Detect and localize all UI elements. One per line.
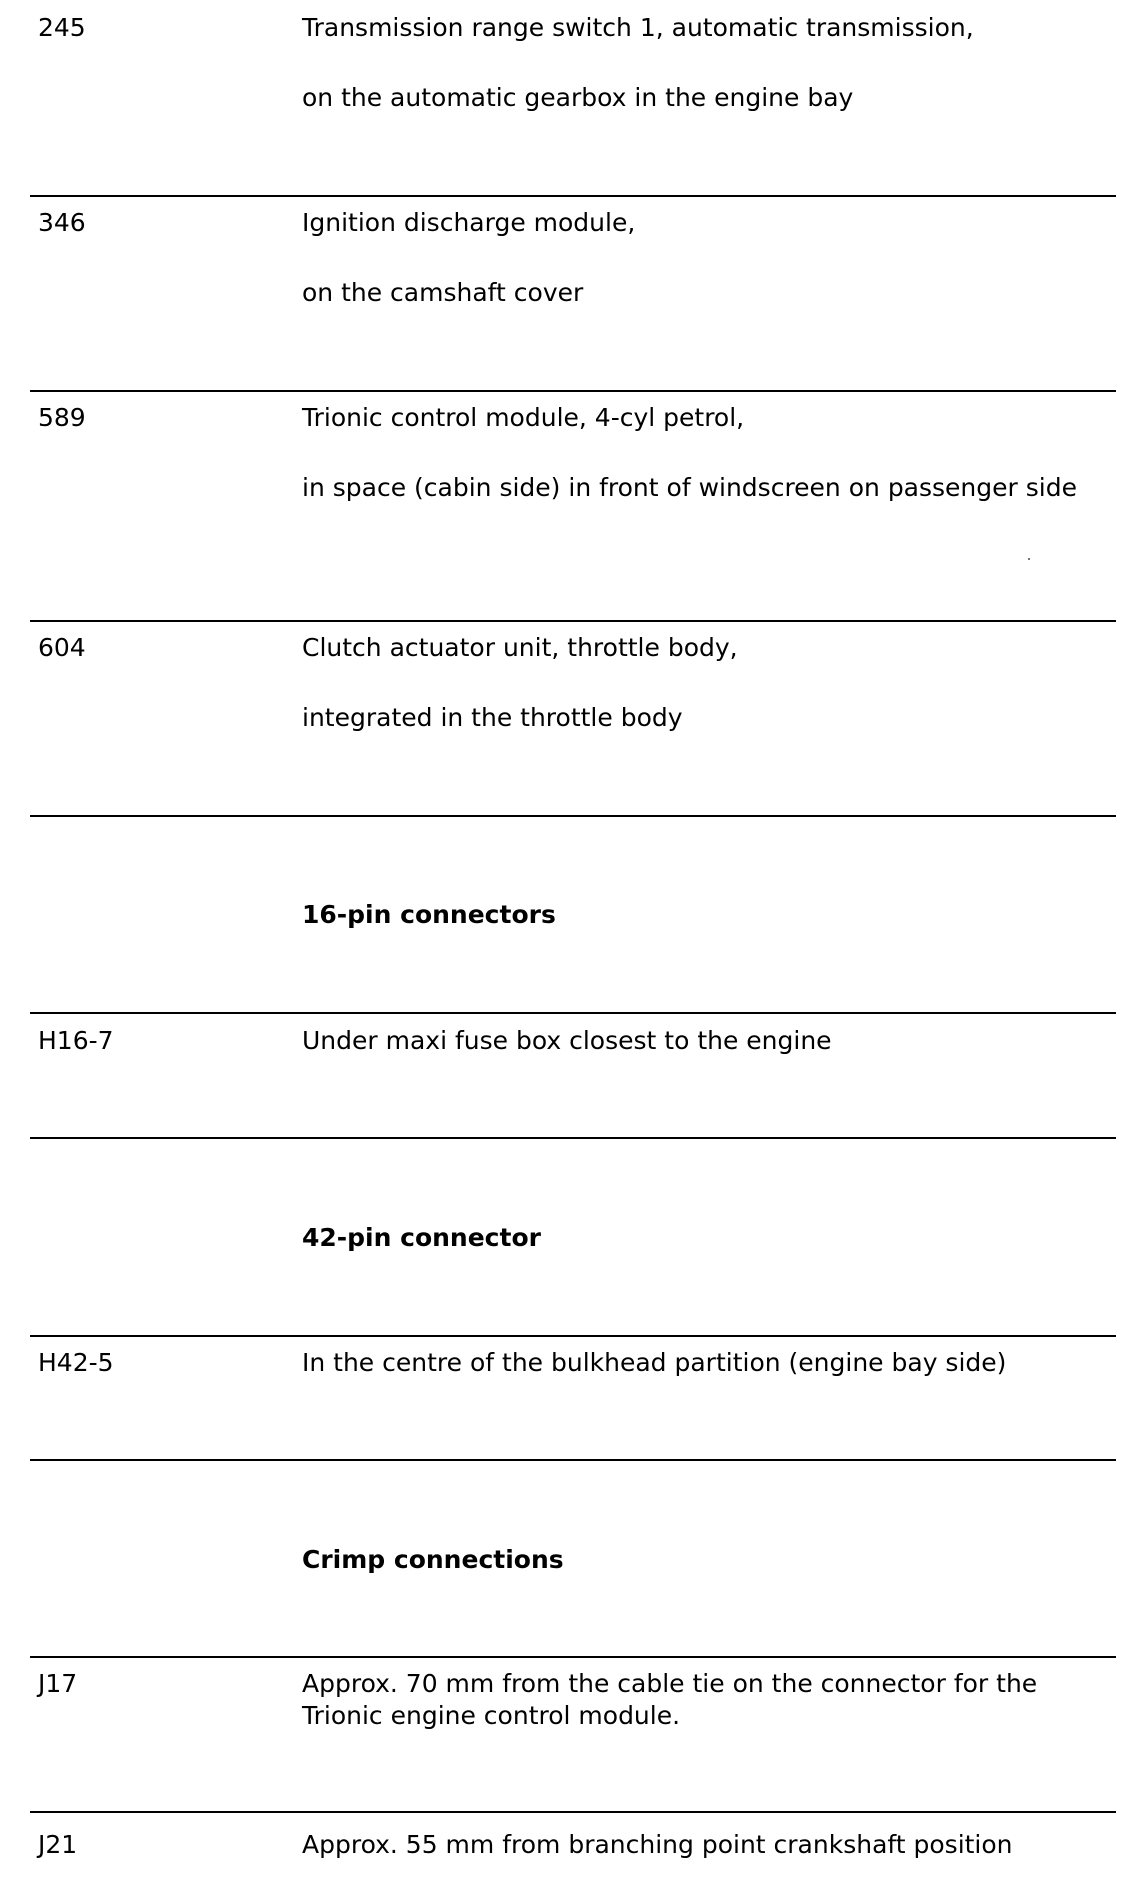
component-code: 346 [38,208,86,237]
connector-location: In the centre of the bulkhead partition (engine bay side) [302,1348,1007,1377]
section-heading-42-pin: 42-pin connector [302,1223,541,1252]
crimp-code: J21 [38,1830,78,1859]
row-divider [30,1012,1116,1014]
row-divider [30,1137,1116,1139]
row-divider [30,390,1116,392]
section-heading-16-pin: 16-pin connectors [302,900,556,929]
crimp-location: Approx. 55 mm from branching point crankshaft position [302,1830,1013,1859]
row-divider [30,1335,1116,1337]
row-divider [30,620,1116,622]
component-location: on the automatic gearbox in the engine bay [302,83,854,112]
row-divider [30,815,1116,817]
component-code: 589 [38,403,86,432]
component-code: 245 [38,13,86,42]
component-location: in space (cabin side) in front of windscreen on passenger side [302,473,1077,502]
row-divider [30,1811,1116,1813]
row-divider [30,1459,1116,1461]
section-heading-crimp: Crimp connections [302,1545,564,1574]
component-code: 604 [38,633,86,662]
scan-speck [1028,558,1030,560]
component-description: Clutch actuator unit, throttle body, [302,633,738,662]
row-divider [30,1656,1116,1658]
row-divider [30,195,1116,197]
connector-code: H16-7 [38,1026,114,1055]
component-description: Trionic control module, 4-cyl petrol, [302,403,745,432]
component-description: Ignition discharge module, [302,208,636,237]
crimp-code: J17 [38,1669,78,1698]
component-location: on the camshaft cover [302,278,584,307]
component-location: integrated in the throttle body [302,703,683,732]
component-description: Transmission range switch 1, automatic transmission, [302,13,974,42]
connector-location: Under maxi fuse box closest to the engine [302,1026,832,1055]
crimp-location: Approx. 70 mm from the cable tie on the connector for the Trionic engine control module. [302,1669,1038,1730]
connector-code: H42-5 [38,1348,114,1377]
